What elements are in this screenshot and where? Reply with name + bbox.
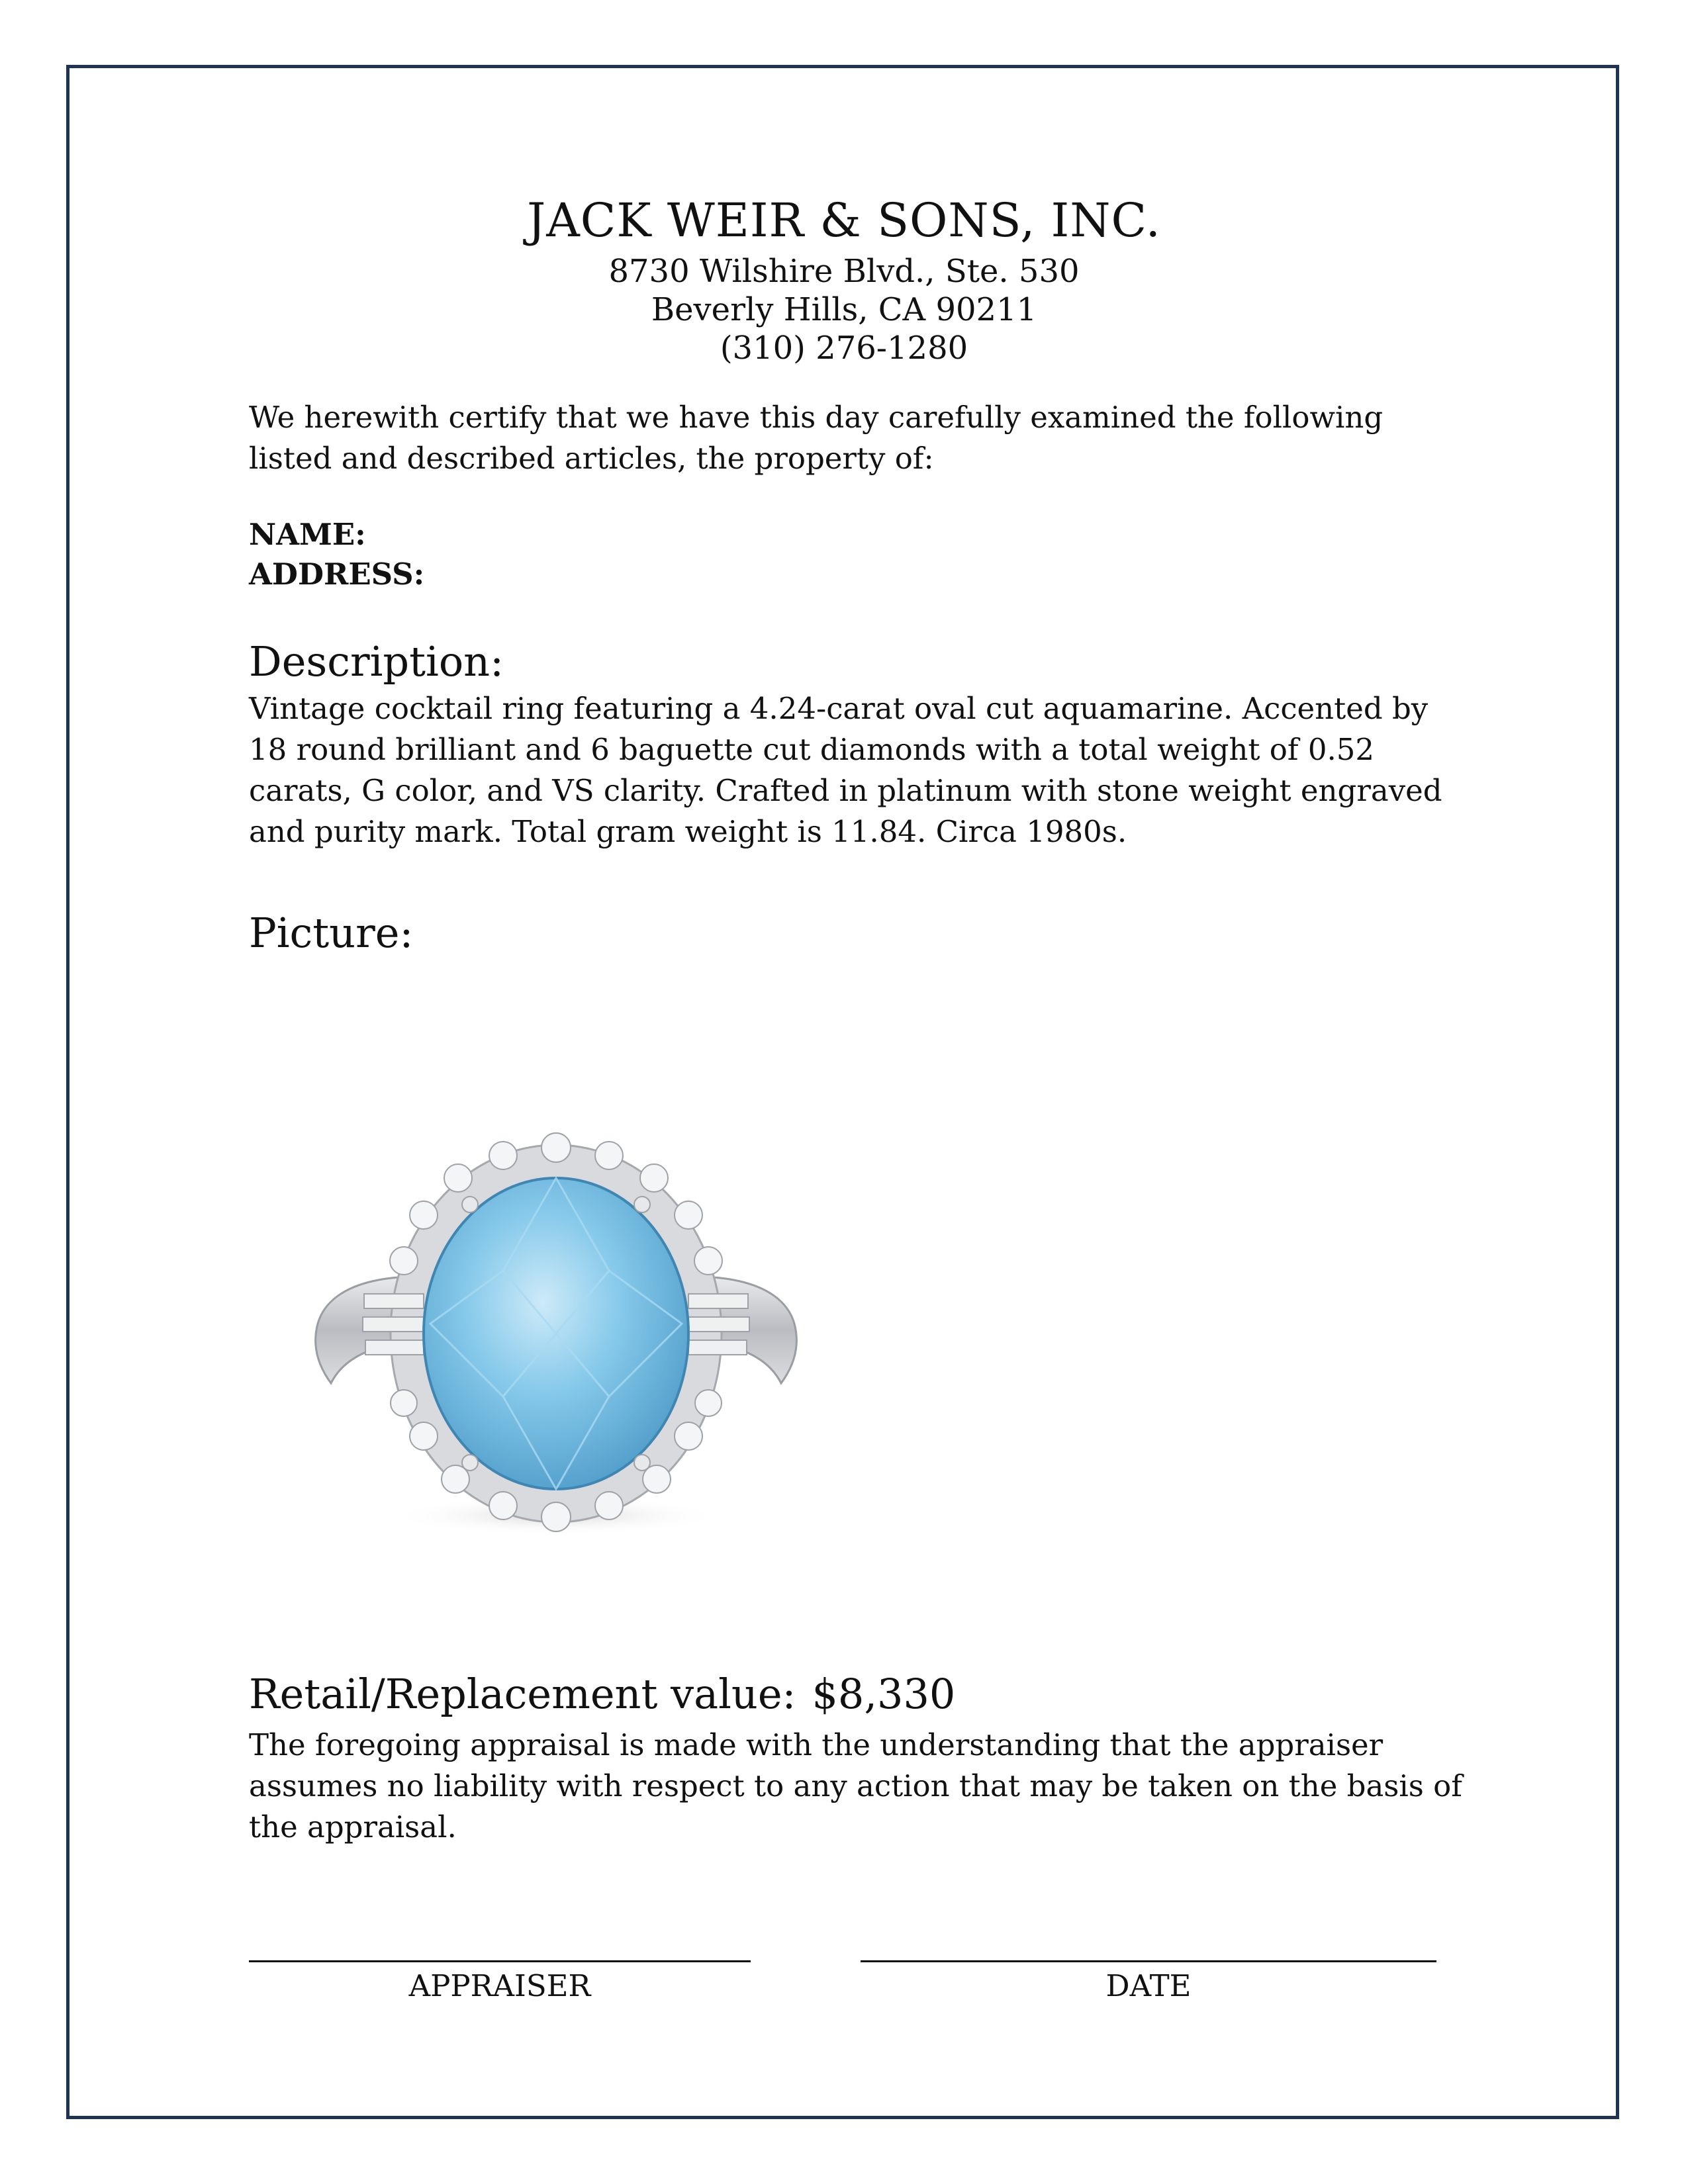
description-heading: Description: xyxy=(249,637,504,686)
date-signature-line xyxy=(861,1960,1436,1962)
company-name: JACK WEIR & SONS, INC. xyxy=(527,193,1161,248)
letterhead xyxy=(0,189,1688,367)
date-label: DATE xyxy=(1105,1968,1192,2003)
picture-heading: Picture: xyxy=(249,909,414,957)
address-label: ADDRESS: xyxy=(249,557,425,592)
value-heading xyxy=(249,1668,955,1721)
description-text: Vintage cocktail ring featuring a 4.24-carat oval cut aquamarine. Accented by 18 round brilliant and 6 baguette cut diamonds with a total weight of 0.52 carats, G color, and VS clarity. Crafted in platinum with stone weight engraved and purity mark. Total gram weight is 11.84. Circa 1980s. xyxy=(249,691,1442,849)
appraiser-signature-line xyxy=(249,1960,751,1962)
name-label: NAME: xyxy=(249,517,366,552)
company-city: Beverly Hills, CA 90211 xyxy=(651,291,1037,328)
company-phone: (310) 276-1280 xyxy=(720,330,968,367)
ring-photo xyxy=(305,1125,808,1549)
value-amount: $8,330 xyxy=(812,1670,956,1718)
value-label: Retail/Replacement value: xyxy=(249,1670,796,1718)
certification-text: We herewith certify that we have this day carefully examined the following listed and described articles, the property of: xyxy=(249,400,1383,476)
appraiser-label: APPRAISER xyxy=(408,1968,591,2003)
disclaimer-text: The foregoing appraisal is made with the understanding that the appraiser assumes no liability with respect to any action that may be taken on the basis of the appraisal. xyxy=(249,1727,1462,1844)
company-street: 8730 Wilshire Blvd., Ste. 530 xyxy=(608,253,1080,290)
owner-fields xyxy=(249,515,424,594)
